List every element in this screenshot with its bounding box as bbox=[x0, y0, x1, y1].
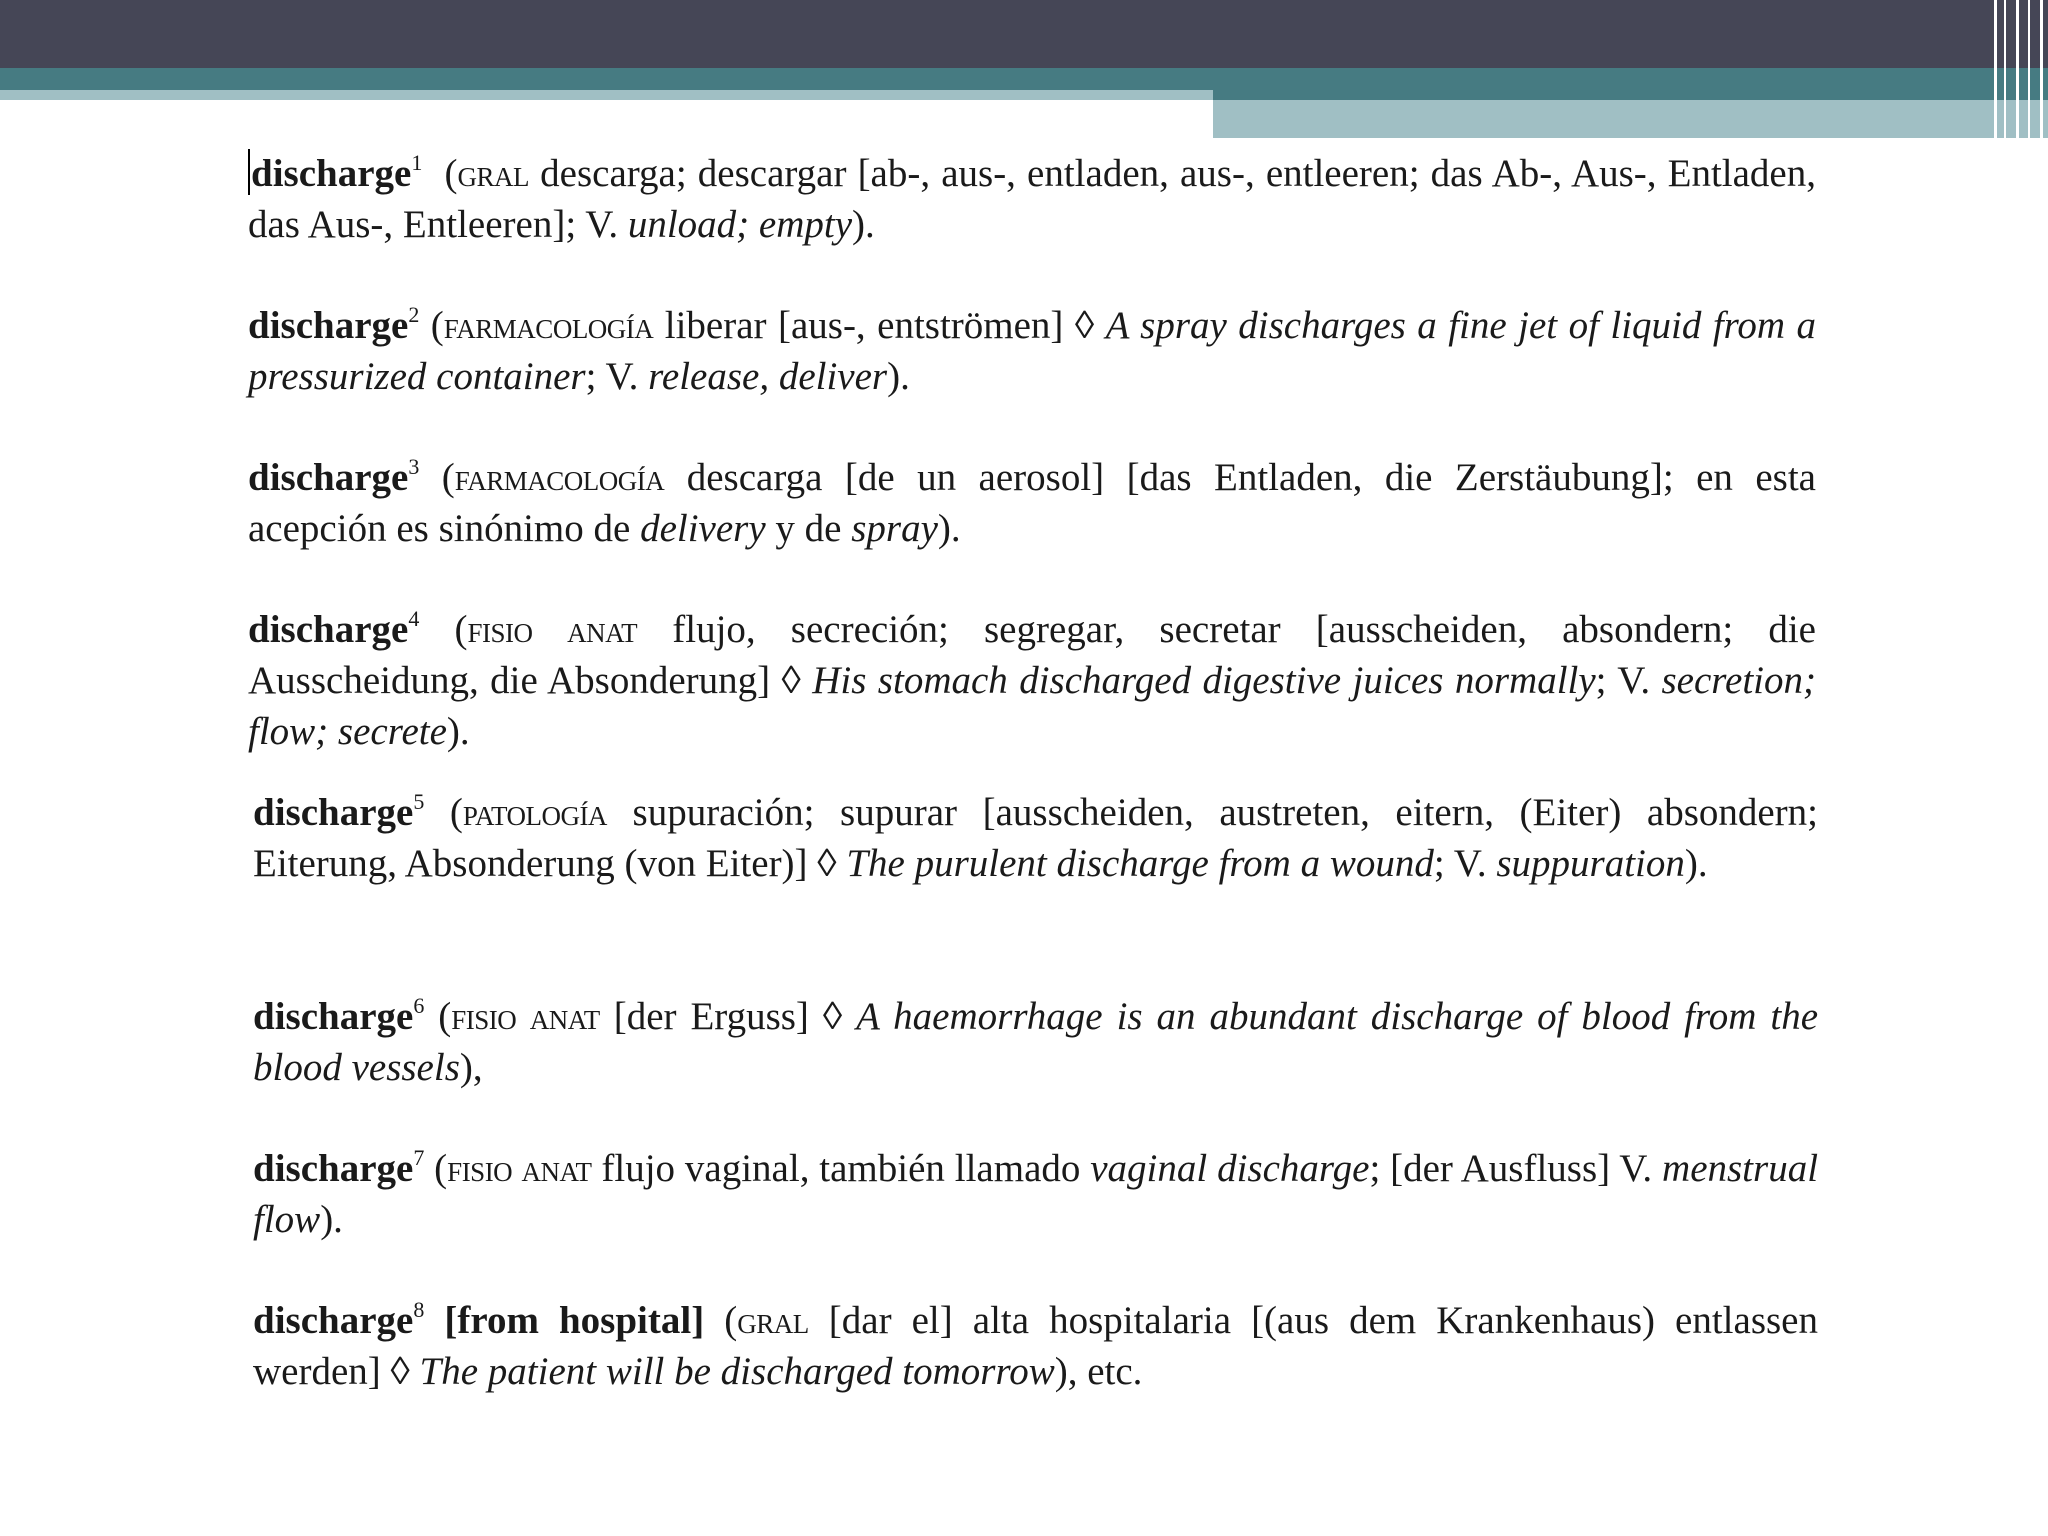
field-label: gral bbox=[457, 152, 530, 195]
cross-references: secretion; flow; secrete bbox=[248, 659, 1816, 753]
entry-end: ). bbox=[320, 1198, 343, 1241]
definition-text: flujo vaginal, también llamado bbox=[601, 1147, 1081, 1190]
definition-tail: y de bbox=[775, 507, 842, 550]
example-sentence: delivery bbox=[640, 507, 766, 550]
cross-references: release, deliver bbox=[648, 355, 888, 398]
field-label: farmacología bbox=[454, 456, 665, 499]
sense-number: 5 bbox=[413, 789, 425, 814]
dictionary-entry: discharge$^8$ [from hospital] (gral [dar el] alta hospitalaria [(aus dem Krankenhaus) entlassen werden] ◊ The patient will be discharged tomorrow), etc. bbox=[253, 1297, 1818, 1393]
definition-text: descarga; descargar [ab-, aus-, entladen, aus-, entleeren; das Ab-, Aus-, Entladen, das Aus-, Entleeren]; V. bbox=[248, 152, 1816, 246]
headword: discharge$^5$ bbox=[253, 789, 425, 834]
entry-end: ). bbox=[852, 203, 875, 246]
dictionary-entry: discharge$^1$ (gral descarga; descargar [ab-, aus-, entladen, aus-, entleeren; das Ab-, Aus-, Entladen, das Aus-, Entleeren]; V. unload; empty). bbox=[248, 150, 1816, 246]
headword: discharge$^7$ bbox=[253, 1145, 425, 1190]
field-label: gral bbox=[737, 1299, 809, 1342]
dictionary-entry: discharge$^7$ (fisio anat flujo vaginal, también llamado vaginal discharge; [der Ausfluss] V. menstrual flow). bbox=[253, 1145, 1819, 1241]
dictionary-entry: discharge$^6$ (fisio anat [der Erguss] ◊ A haemorrhage is an abundant discharge of blood from the blood vessels), bbox=[253, 993, 1819, 1089]
cross-references: unload; empty bbox=[627, 203, 853, 246]
field-label: farmacología bbox=[443, 304, 654, 347]
headword: discharge$^1$ bbox=[251, 150, 423, 195]
definition-text: flujo, secreción; segregar, secretar [ausscheiden, absondern; die Ausscheidung, die Absonderung] ◊ bbox=[248, 608, 1816, 702]
headword: discharge$^8$ bbox=[253, 1297, 425, 1342]
entry-end: ). bbox=[937, 507, 961, 550]
text-cursor bbox=[248, 149, 250, 195]
header-band-pale-right bbox=[1213, 100, 2048, 138]
definition-text: [dar el] alta hospitalaria [(aus dem Krankenhaus) entlassen werden] ◊ bbox=[253, 1299, 1818, 1393]
entry-end: ). bbox=[446, 710, 470, 753]
definition-text: supuración; supurar [ausscheiden, austreten, eitern, (Eiter) absondern; Eiterung, Absonderung (von Eiter)] ◊ bbox=[253, 791, 1818, 885]
headword: discharge$^3$ bbox=[248, 454, 420, 499]
dictionary-entry: discharge$^5$ (patología supuración; supurar [ausscheiden, austreten, eitern, (Eiter) absondern; Eiterung, Absonderung (von Eiter)] ◊ The purulent discharge from a wound; V. suppuration). bbox=[253, 789, 1818, 885]
sense-number: 4 bbox=[408, 606, 420, 631]
definition-tail: ; V. bbox=[1433, 842, 1487, 885]
definition-tail: ; [der Ausfluss] V. bbox=[1369, 1147, 1653, 1190]
definition-text: [der Erguss] ◊ bbox=[613, 995, 843, 1038]
example-sentence: A haemorrhage is an abundant discharge of blood from the blood vessels bbox=[253, 995, 1819, 1089]
header-band-dark bbox=[0, 0, 2048, 68]
headword: discharge$^2$ bbox=[248, 302, 420, 347]
cross-references: menstrual flow bbox=[253, 1147, 1819, 1241]
headword: discharge$^6$ bbox=[253, 993, 425, 1038]
header-band-pale-left bbox=[0, 90, 1213, 100]
sense-number: 3 bbox=[408, 454, 420, 479]
definition-text: descarga [de un aerosol] [das Entladen, die Zerstäubung]; en esta acepción es sinónimo de bbox=[248, 456, 1816, 550]
example-sentence: The purulent discharge from a wound bbox=[846, 842, 1434, 885]
field-label: patología bbox=[462, 791, 607, 834]
dictionary-entry: discharge$^2$ (farmacología liberar [aus-, entströmen] ◊ A spray discharges a fine jet of liquid from a pressurized container; V. release, deliver). bbox=[248, 302, 1817, 398]
entry-end: ), etc. bbox=[1054, 1350, 1143, 1393]
headword-qualifier: [from hospital] bbox=[444, 1299, 705, 1342]
dictionary-entry: discharge$^4$ (fisio anat flujo, secreción; segregar, secretar [ausscheiden, absondern; die Ausscheidung, die Absonderung] ◊ His stomach discharged digestive juices normally; V. secretion; flow; secrete). bbox=[248, 606, 1816, 753]
entry-end: ). bbox=[887, 355, 910, 398]
headword: discharge$^4$ bbox=[248, 606, 420, 651]
example-sentence: vaginal discharge bbox=[1090, 1147, 1370, 1190]
entry-end: ). bbox=[1684, 842, 1708, 885]
header-stripes bbox=[1988, 0, 2048, 138]
field-label: fisio anat bbox=[467, 608, 638, 651]
definition-tail: ; V. bbox=[585, 355, 639, 398]
dictionary-entry: discharge$^3$ (farmacología descarga [de un aerosol] [das Entladen, die Zerstäubung]; en esta acepción es sinónimo de delivery y de spray). bbox=[248, 454, 1816, 550]
cross-references: spray bbox=[851, 507, 938, 550]
sense-number: 8 bbox=[413, 1297, 425, 1322]
field-label: fisio anat bbox=[451, 995, 600, 1038]
cross-references: suppuration bbox=[1496, 842, 1685, 885]
definition-text: liberar [aus-, entströmen] ◊ bbox=[664, 304, 1095, 347]
sense-number: 2 bbox=[408, 302, 420, 327]
example-sentence: The patient will be discharged tomorrow bbox=[419, 1350, 1055, 1393]
field-label: fisio anat bbox=[447, 1147, 592, 1190]
definition-tail: ; V. bbox=[1595, 659, 1651, 702]
example-sentence: A spray discharges a fine jet of liquid from a pressurized container bbox=[248, 304, 1817, 398]
example-sentence: His stomach discharged digestive juices normally bbox=[812, 659, 1596, 702]
entry-end: ), bbox=[459, 1046, 483, 1089]
sense-number: 6 bbox=[413, 993, 425, 1018]
sense-number: 1 bbox=[411, 150, 423, 175]
sense-number: 7 bbox=[413, 1145, 425, 1170]
